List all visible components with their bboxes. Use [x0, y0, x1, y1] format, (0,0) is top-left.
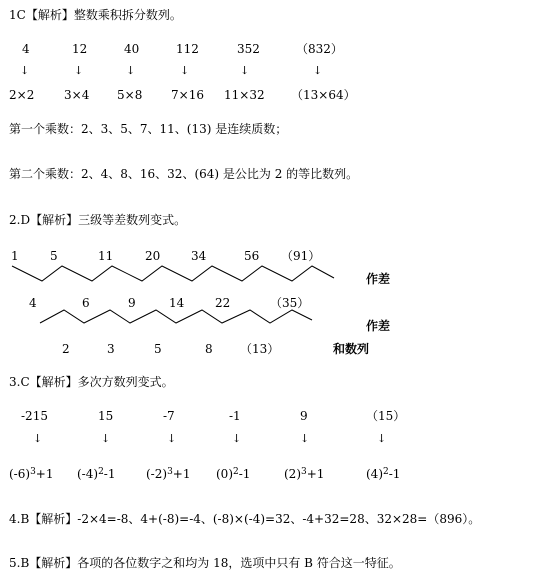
q3-bottom-2-rest: +1: [172, 467, 191, 481]
q1-top-5: （832）: [296, 42, 343, 56]
q2-row1-2: 11: [98, 249, 114, 263]
q1-top-1: 12: [72, 42, 88, 56]
q1-bottom-0: 2×2: [9, 88, 35, 102]
q1-line-first-factor: 第一个乘数：2、3、5、7、11、(13) 是连续质数；: [9, 122, 288, 136]
q2-row2-3: 14: [169, 296, 185, 310]
q3-bottom-4: [284, 467, 324, 483]
q1-bottom-4: 11×32: [224, 88, 265, 102]
q2-row1-5: 56: [244, 249, 260, 263]
q2-row2-1: 6: [82, 296, 90, 310]
q1-bottom-1: 3×4: [64, 88, 90, 102]
q3-bottom-3-rest: -1: [238, 467, 251, 481]
down-arrow-icon: ↓: [240, 64, 250, 77]
q3-bottom-5-rest: -1: [388, 467, 401, 481]
q3-top-5: （15）: [366, 409, 406, 423]
q2-row2-4: 22: [215, 296, 231, 310]
q1-top-4: 352: [237, 42, 260, 56]
down-arrow-icon: ↓: [300, 432, 310, 445]
q3-top-1: 15: [98, 409, 114, 423]
q3-header: 3.C【解析】多次方数列变式。: [9, 375, 174, 389]
down-arrow-icon: ↓: [167, 432, 177, 445]
q1-bottom-3: 7×16: [171, 88, 204, 102]
q3-bottom-4-base: (2): [284, 467, 301, 481]
q3-bottom-1-base: (-4): [77, 467, 99, 481]
q2-row3-2: 5: [154, 342, 162, 356]
q2-label-diff-2: 作差: [366, 319, 391, 333]
zigzag-row2: [40, 310, 312, 323]
q1-top-3: 112: [176, 42, 199, 56]
q3-bottom-4-rest: +1: [306, 467, 325, 481]
q3-bottom-3-exp: 2: [233, 467, 239, 477]
q4-text: 4.B【解析】-2×4=-8、4+(-8)=-4、(-8)×(-4)=32、-4+32=28、32×28=（896）。: [9, 512, 481, 526]
q2-row3-3: 8: [205, 342, 213, 356]
down-arrow-icon: ↓: [377, 432, 387, 445]
q2-row1-0: 1: [11, 249, 19, 263]
q2-row3-1: 3: [107, 342, 115, 356]
q3-bottom-0-rest: +1: [35, 467, 54, 481]
q2-row1-1: 5: [50, 249, 58, 263]
down-arrow-icon: ↓: [313, 64, 323, 77]
q2-row1-4: 34: [191, 249, 207, 263]
q3-bottom-1: [77, 467, 116, 483]
q3-bottom-1-rest: -1: [103, 467, 116, 481]
q1-header: 1C【解析】整数乘积拆分数列。: [9, 8, 182, 22]
q2-row1-6: （91）: [281, 249, 321, 263]
q3-bottom-2-base: (-2): [146, 467, 168, 481]
q3-bottom-5: [366, 467, 400, 483]
q3-bottom-5-base: (4): [366, 467, 383, 481]
q3-bottom-0-base: (-6): [9, 467, 31, 481]
q3-bottom-0-exp: 3: [30, 467, 36, 477]
q3-bottom-4-exp: 3: [301, 467, 307, 477]
q3-top-3: -1: [229, 409, 241, 423]
down-arrow-icon: ↓: [101, 432, 111, 445]
q2-row2-0: 4: [29, 296, 37, 310]
q3-top-2: -7: [163, 409, 175, 423]
q2-row2-5: （35）: [270, 296, 310, 310]
q3-top-0: -215: [21, 409, 48, 423]
q1-bottom-5: （13×64）: [291, 88, 356, 102]
q2-label-sum-sequence: 和数列: [333, 342, 370, 356]
zigzag-row1: [12, 266, 334, 281]
q2-row3-0: 2: [62, 342, 70, 356]
q2-row1-3: 20: [145, 249, 161, 263]
q3-bottom-2-exp: 3: [167, 467, 173, 477]
q3-bottom-1-exp: 2: [98, 467, 104, 477]
q2-header: 2.D【解析】三级等差数列变式。: [9, 213, 187, 227]
q3-bottom-3-base: (0): [216, 467, 233, 481]
q1-bottom-2: 5×8: [117, 88, 143, 102]
q1-top-2: 40: [124, 42, 140, 56]
down-arrow-icon: ↓: [20, 64, 30, 77]
q3-top-4: 9: [300, 409, 308, 423]
down-arrow-icon: ↓: [232, 432, 242, 445]
q2-label-diff-1: 作差: [366, 272, 391, 286]
q3-bottom-2: [146, 467, 191, 483]
q1-line-second-factor: 第二个乘数：2、4、8、16、32、(64) 是公比为 2 的等比数列。: [9, 167, 359, 181]
q3-bottom-5-exp: 2: [383, 467, 389, 477]
q3-bottom-3: [216, 467, 250, 483]
q2-row3-4: （13）: [240, 342, 280, 356]
q2-row2-2: 9: [128, 296, 136, 310]
q3-bottom-0: [9, 467, 54, 483]
down-arrow-icon: ↓: [126, 64, 136, 77]
q5-text: 5.B【解析】各项的各位数字之和均为 18，选项中只有 B 符合这一特征。: [9, 556, 401, 570]
down-arrow-icon: ↓: [74, 64, 84, 77]
down-arrow-icon: ↓: [33, 432, 43, 445]
q1-top-0: 4: [22, 42, 30, 56]
down-arrow-icon: ↓: [180, 64, 190, 77]
